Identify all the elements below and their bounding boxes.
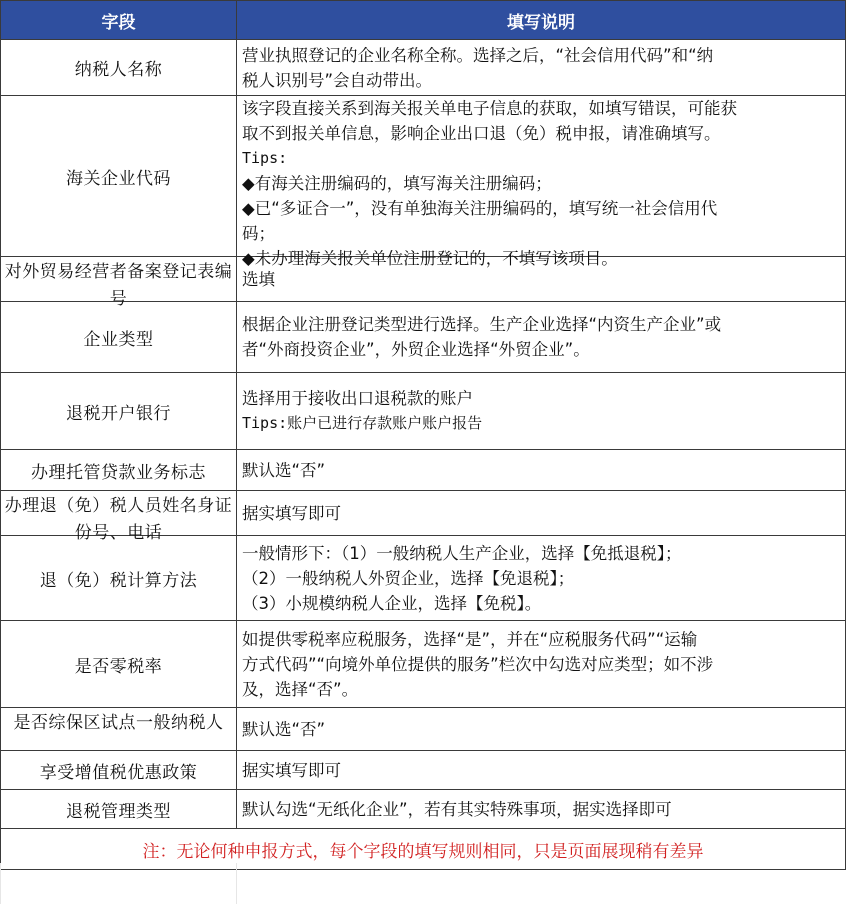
field-description[interactable]: 默认选“否”: [237, 450, 846, 491]
table-row: [1, 491, 846, 536]
field-name[interactable]: 退税管理类型: [1, 790, 237, 829]
table-row: [1, 302, 846, 373]
table-row: [1, 373, 846, 450]
field-name[interactable]: 对外贸易经营者备案登记表编号: [1, 257, 237, 302]
table-row: [1, 621, 846, 708]
header-description: 填写说明: [237, 1, 846, 40]
footnote[interactable]: 注：无论何种申报方式，每个字段的填写规则相同，只是页面展现稍有差异: [1, 829, 846, 870]
field-name[interactable]: 企业类型: [1, 302, 237, 373]
table-row: [1, 708, 846, 751]
table-row: [1, 536, 846, 621]
field-description[interactable]: 选择用于接收出口退税款的账户 Tips:账户已进行存款账户账户报告: [237, 373, 846, 450]
field-description[interactable]: 选填: [237, 257, 846, 302]
field-description[interactable]: 如提供零税率应税服务，选择“是”，并在“应税服务代码”“运输 方式代码”“向境外单位提供的服务”栏次中勾选对应类型；如不涉 及，选择“否”。: [237, 621, 846, 708]
field-description[interactable]: 据实填写即可: [237, 751, 846, 790]
table-row: [1, 40, 846, 96]
table-row: [1, 96, 846, 257]
header-field: 字段: [1, 1, 237, 40]
field-description[interactable]: 根据企业注册登记类型进行选择。生产企业选择“内资生产企业”或 者“外商投资企业”，外贸企业选择“外贸企业”。: [237, 302, 846, 373]
field-name[interactable]: 办理托管贷款业务标志: [1, 450, 237, 491]
table-row: [1, 751, 846, 790]
field-description[interactable]: 营业执照登记的企业名称全称。选择之后，“社会信用代码”和“纳 税人识别号”会自动带出。: [237, 40, 846, 96]
field-name[interactable]: 办理退（免）税人员姓名身证份号、电话: [1, 491, 237, 536]
field-name[interactable]: 退（免）税计算方法: [1, 536, 237, 621]
field-description[interactable]: 该字段直接关系到海关报关单电子信息的获取，如填写错误，可能获 取不到报关单信息，影响企业出口退（免）税申报，请准确填写。 Tips: ◆有海关注册编码的，填写海关注册编码； ◆已“多证合一”，没有单独海关注册编码的，填写统一社会信用代 码； ◆未办理海关报关单位注册登记的，不填写该项目。: [237, 96, 846, 257]
table-row: [1, 790, 846, 829]
note-row: [1, 829, 846, 870]
field-description[interactable]: 一般情形下：（1）一般纳税人生产企业，选择【免抵退税】； （2）一般纳税人外贸企业，选择【免退税】； （3）小规模纳税人企业，选择【免税】。: [237, 536, 846, 621]
field-description[interactable]: 默认选“否”: [237, 708, 846, 751]
field-name[interactable]: 享受增值税优惠政策: [1, 751, 237, 790]
field-name[interactable]: 是否综保区试点一般纳税人: [1, 708, 237, 751]
field-description[interactable]: 据实填写即可: [237, 491, 846, 536]
table-row: [1, 450, 846, 491]
gridline-column: [236, 863, 237, 904]
header-row: [1, 1, 846, 40]
field-name[interactable]: 是否零税率: [1, 621, 237, 708]
gridline-left: [0, 863, 1, 904]
field-name[interactable]: 纳税人名称: [1, 40, 237, 96]
field-description[interactable]: 默认勾选“无纸化企业”，若有其实特殊事项，据实选择即可: [237, 790, 846, 829]
field-name[interactable]: 退税开户银行: [1, 373, 237, 450]
field-name[interactable]: 海关企业代码: [1, 96, 237, 257]
